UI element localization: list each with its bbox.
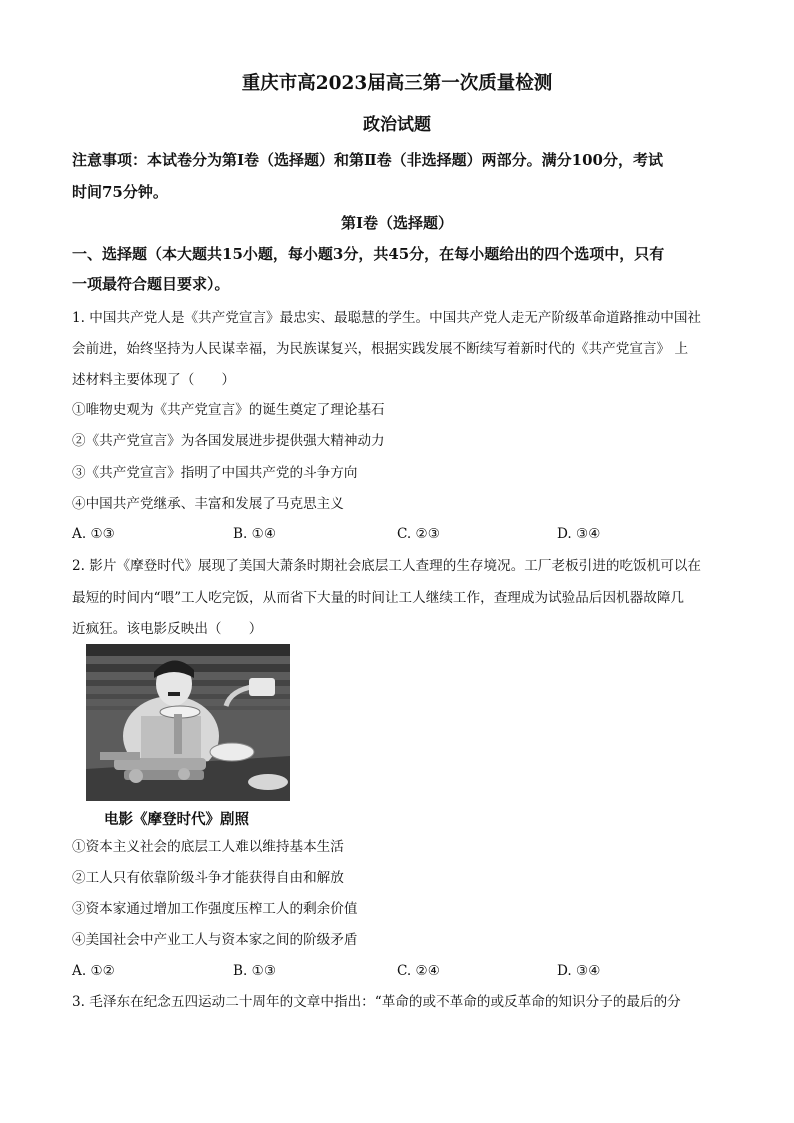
q2-item: ②工人只有依靠阶级斗争才能获得自由和解放 <box>72 870 344 886</box>
q1-option-b: B. ①④ <box>233 526 277 542</box>
exam-title: 重庆市高2023届高三第一次质量检测 <box>241 73 553 94</box>
notice-line-1: 注意事项：本试卷分为第Ⅰ卷（选择题）和第Ⅱ卷（非选择题）两部分。满分100分，考试 <box>72 151 663 169</box>
q2-stem-line-1: 2. 影片《摩登时代》展现了美国大萧条时期社会底层工人查理的生存境况。工厂老板引进的吃饭机可以在 <box>72 558 702 574</box>
part-title: 第Ⅰ卷（选择题） <box>340 214 454 232</box>
exam-subject: 政治试题 <box>363 115 431 135</box>
q1-stem-line-3: 述材料主要体现了（ ） <box>72 372 236 388</box>
q1-option-d: D. ③④ <box>557 526 601 542</box>
q1-option-c: C. ②③ <box>397 526 440 542</box>
q3-stem-line-1: 3. 毛泽东在纪念五四运动二十周年的文章中指出：“革命的或不革命的或反革命的知识分子的最后的分 <box>72 994 681 1010</box>
q2-stem-line-3: 近疯狂。该电影反映出（ ） <box>72 621 263 637</box>
q1-item: ④中国共产党继承、丰富和发展了马克思主义 <box>72 496 344 512</box>
q2-option-c: C. ②④ <box>397 963 440 979</box>
q1-item: ①唯物史观为《共产党宣言》的诞生奠定了理论基石 <box>72 402 385 418</box>
section-instruction-2: 一项最符合题目要求）。 <box>72 275 230 293</box>
q2-stem-line-2: 最短的时间内“喂”工人吃完饭，从而省下大量的时间让工人继续工作，查理成为试验品后因机器故障几 <box>72 590 685 606</box>
q2-option-b: B. ①③ <box>233 963 277 979</box>
q2-option-d: D. ③④ <box>557 963 601 979</box>
q1-stem-line-2: 会前进，始终坚持为人民谋幸福，为民族谋复兴，根据实践发展不断续写着新时代的《共产党宣言》 上 <box>72 341 689 357</box>
q2-item: ④美国社会中产业工人与资本家之间的阶级矛盾 <box>72 932 358 948</box>
q1-stem-line-1: 1. 中国共产党人是《共产党宣言》最忠实、最聪慧的学生。中国共产党人走无产阶级革命道路推动中国社 <box>72 310 702 326</box>
section-instruction-1: 一、选择题（本大题共15小题，每小题3分，共45分，在每小题给出的四个选项中，只有 <box>72 245 665 263</box>
image-caption: 电影《摩登时代》剧照 <box>104 811 249 828</box>
notice-line-2: 时间75分钟。 <box>72 183 168 201</box>
q2-item: ③资本家通过增加工作强度压榨工人的剩余价值 <box>72 901 358 917</box>
q2-option-a: A. ①② <box>72 963 115 979</box>
q1-item: ②《共产党宣言》为各国发展进步提供强大精神动力 <box>72 433 385 449</box>
q1-item: ③《共产党宣言》指明了中国共产党的斗争方向 <box>72 465 358 481</box>
movie-still-image <box>86 644 290 801</box>
q1-option-a: A. ①③ <box>72 526 115 542</box>
q2-item: ①资本主义社会的底层工人难以维持基本生活 <box>72 839 344 855</box>
